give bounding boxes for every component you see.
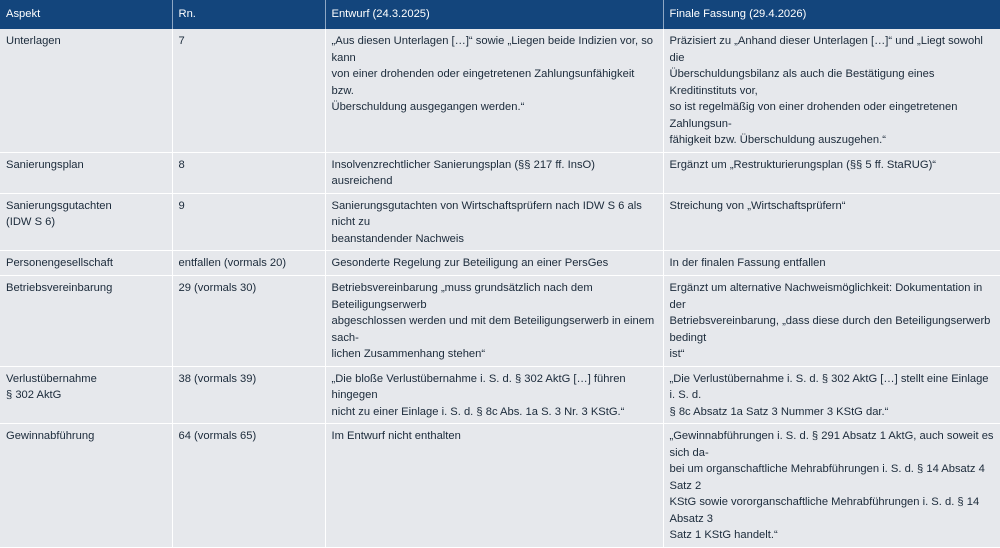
cell-entwurf [325,251,663,276]
cell-final [663,29,1000,152]
cell-final [663,424,1000,548]
cell-rn: 38 (vormals 39) [172,366,325,424]
cell-rn: 29 (vormals 30) [172,276,325,367]
cell-line: (IDW S 6) [6,216,56,228]
cell-line: bei um organschaftliche Mehrabführungen i. S. d. § 14 Absatz 4 Satz 2 [669,463,985,492]
cell-line: In der finalen Fassung entfallen [669,257,826,269]
cell-line: Insolvenzrechtlicher Sanierungsplan (§§ 217 ff. InsO) ausreichend [331,158,595,187]
cell-line: von einer drohenden oder eingetretenen Zahlungsunfähigkeit bzw. [331,68,635,97]
cell-line: KStG sowie vororganschaftliche Mehrabführungen i. S. d. § 14 Absatz 3 [669,496,980,525]
cell-line: „Aus diesen Unterlagen […]“ sowie „Liegen beide Indizien vor, so kann [331,35,654,64]
cell-rn: 8 [172,152,325,193]
cell-aspekt [0,276,172,367]
header-aspekt: Aspekt [0,0,172,29]
cell-final [663,251,1000,276]
cell-line: Ergänzt um alternative Nachweismöglichkeit: Dokumentation in der [669,282,983,311]
cell-line: Ergänzt um „Restrukturierungsplan (§§ 5 ff. StaRUG)“ [669,158,937,171]
cell-line: Unterlagen [6,35,61,47]
cell-line: „Die Verlustübernahme i. S. d. § 302 AktG […] stellt eine Einlage i. S. d. [669,372,989,401]
cell-line: Im Entwurf nicht enthalten [331,430,461,442]
table-header-row [0,0,1000,29]
header-final: Finale Fassung (29.4.2026) [669,8,807,21]
table-row [0,366,1000,424]
cell-line: Sanierungsgutachten von Wirtschaftsprüfern nach IDW S 6 als nicht zu [331,199,642,228]
cell-line: Satz 1 KStG handelt.“ [669,529,778,541]
cell-line: Betriebsvereinbarung [6,282,113,294]
table-row [0,29,1000,152]
cell-rn: 64 (vormals 65) [172,424,325,548]
cell-line: ist“ [669,348,685,360]
cell-aspekt [0,193,172,251]
cell-entwurf [325,276,663,367]
cell-line: Betriebsvereinbarung „muss grundsätzlich nach dem Beteiligungserwerb [331,282,593,311]
cell-line: Präzisiert zu „Anhand dieser Unterlagen […]“ und „Liegt sowohl die [669,35,983,64]
cell-rn: entfallen (vormals 20) [172,251,325,276]
cell-aspekt [0,29,172,152]
cell-aspekt [0,251,172,276]
table-row [0,193,1000,251]
cell-entwurf [325,424,663,548]
cell-aspekt [0,424,172,548]
cell-line: Betriebsvereinbarung, „dass diese durch den Beteiligungserwerb bedingt [669,315,991,344]
cell-aspekt [0,366,172,424]
cell-line: Gesonderte Regelung zur Beteiligung an einer PersGes [331,257,609,269]
cell-line: „Gewinnabführungen i. S. d. § 291 Absatz 1 AktG, auch soweit es sich da- [669,430,994,459]
cell-entwurf [325,366,663,424]
cell-entwurf [325,193,663,251]
cell-rn: 9 [172,193,325,251]
cell-line: Überschuldung ausgegangen werden.“ [331,101,525,113]
cell-line: Überschuldungsbilanz als auch die Bestätigung eines Kreditinstituts vor, [669,68,935,97]
cell-line: § 8c Absatz 1a Satz 3 Nummer 3 KStG dar.“ [669,405,889,418]
cell-line: Streichung von „Wirtschaftsprüfern“ [669,199,846,212]
cell-entwurf [325,29,663,152]
cell-line: so ist regelmäßig von einer drohenden oder eingetretenen Zahlungsun- [669,101,958,130]
table-row [0,251,1000,276]
cell-final [663,276,1000,367]
header-rn: Rn. [172,0,325,29]
cell-line: nicht zu einer Einlage i. S. d. § 8c Abs. 1a S. 3 Nr. 3 KStG.“ [331,405,625,418]
cell-line: Sanierungsplan [6,158,84,171]
table-row [0,276,1000,367]
cell-rn: 7 [172,29,325,152]
header-entwurf: Entwurf (24.3.2025) [325,0,663,29]
cell-line: lichen Zusammenhang stehen“ [331,348,486,360]
table-row [0,152,1000,193]
cell-final [663,193,1000,251]
cell-line: § 302 AktG [6,389,62,401]
cell-line: Personengesellschaft [6,257,113,269]
cell-line: beanstandender Nachweis [331,232,464,245]
cell-line: abgeschlossen werden und mit dem Beteiligungserwerb in einem sach- [331,315,655,344]
cell-line: „Die bloße Verlustübernahme i. S. d. § 302 AktG […] führen hingegen [331,372,626,401]
cell-line: Verlustübernahme [6,372,97,385]
cell-line: Gewinnabführung [6,430,95,442]
cell-line: fähigkeit bzw. Überschuldung auszugehen.“ [669,134,886,146]
cell-final [663,152,1000,193]
cell-line: Sanierungsgutachten [6,199,112,212]
table-row [0,424,1000,548]
cell-final [663,366,1000,424]
cell-aspekt [0,152,172,193]
cell-entwurf [325,152,663,193]
